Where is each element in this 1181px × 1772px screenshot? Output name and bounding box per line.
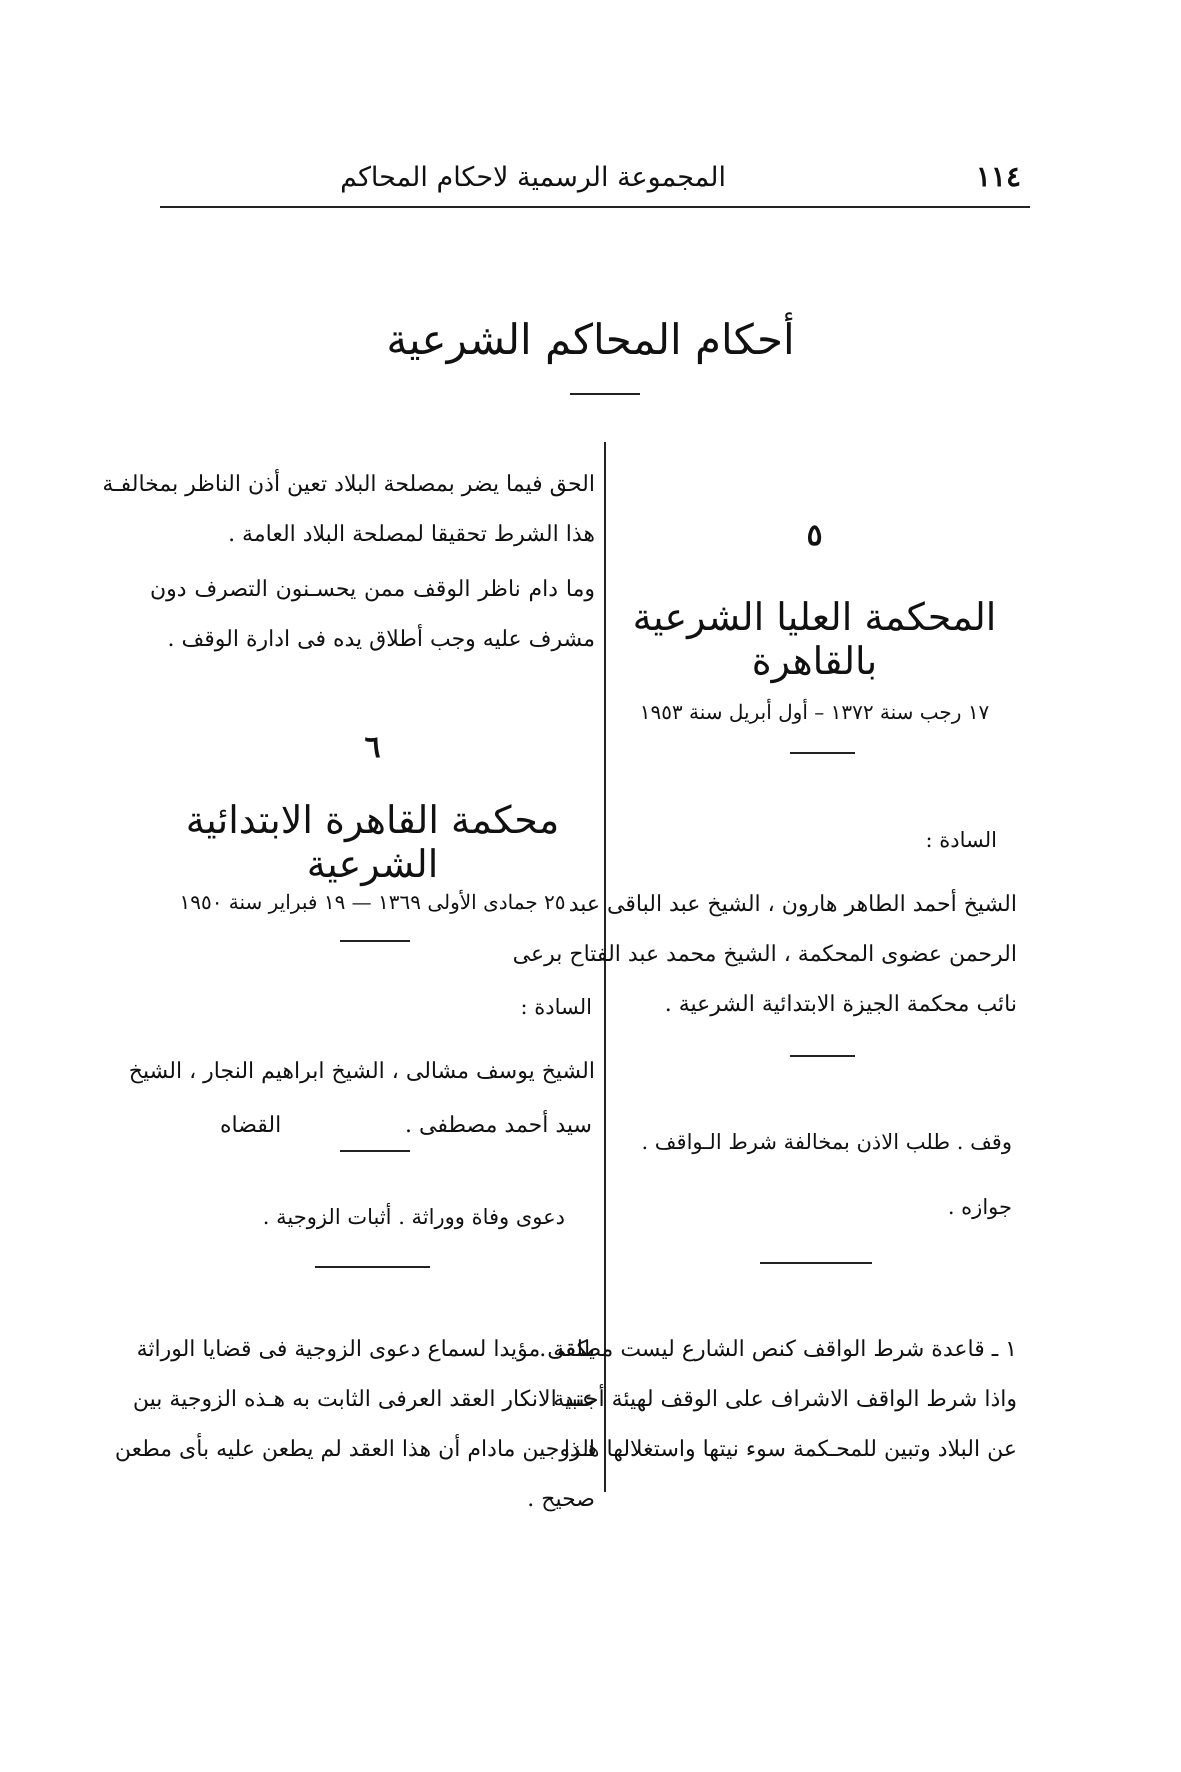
separator-rule bbox=[790, 1055, 855, 1057]
subject-line: دعوى وفاة ووراثة . أثبات الزوجية . bbox=[262, 1205, 565, 1229]
judges-line: نائب محكمة الجيزة الابتدائية الشرعية . bbox=[664, 992, 1017, 1017]
separator-rule bbox=[340, 940, 410, 942]
principle-line: يكفى مؤيدا لسماع دعوى الزوجية فى قضايا الوراثة bbox=[136, 1337, 595, 1362]
principle-line: صحيح . bbox=[527, 1487, 595, 1512]
judges-line: الرحمن عضوى المحكمة ، الشيخ محمد عبد الفتاح برعى bbox=[512, 942, 1017, 967]
principle-paragraph bbox=[114, 1325, 595, 1525]
subject-line: جوازه . bbox=[947, 1195, 1012, 1219]
principle-line: واذا شرط الواقف الاشراف على الوقف لهيئة أجنبية bbox=[553, 1387, 1017, 1412]
case-number: ٥ bbox=[806, 518, 823, 553]
continuation-line: مشرف عليه وجب أطلاق يده فى ادارة الوقف . bbox=[167, 627, 595, 652]
case-number: ٦ bbox=[364, 730, 381, 765]
judges-last-row bbox=[150, 1099, 595, 1153]
judges-paragraph bbox=[128, 1045, 595, 1153]
separator-rule bbox=[315, 1266, 430, 1268]
continuation-paragraph bbox=[102, 460, 595, 560]
court-name: محكمة القاهرة الابتدائية الشرعية bbox=[185, 798, 560, 886]
page-number: ١١٤ bbox=[975, 160, 1021, 193]
judges-line: الشيخ يوسف مشالى ، الشيخ ابراهيم النجار ، الشيخ bbox=[128, 1059, 595, 1084]
principle-paragraph bbox=[539, 1325, 1017, 1475]
principle-line: عن البلاد وتبين للمحـكمة سوء نيتها واستغلالها هـذا bbox=[563, 1437, 1017, 1462]
panel-label: السادة : bbox=[520, 995, 592, 1019]
continuation-line: هذا الشرط تحقيقا لمصلحة البلاد العامة . bbox=[228, 522, 595, 547]
judgment-date: ١٧ رجب سنة ١٣٧٢ – أول أبريل سنة ١٩٥٣ bbox=[639, 700, 990, 724]
panel-label: السادة : bbox=[925, 828, 997, 852]
court-name: المحكمة العليا الشرعية بالقاهرة bbox=[632, 595, 997, 683]
judges-line: الشيخ أحمد الطاهر هارون ، الشيخ عبد الباقى عبد bbox=[568, 892, 1017, 917]
separator-rule bbox=[340, 1150, 410, 1152]
left-column bbox=[102, 0, 595, 1772]
separator-rule bbox=[760, 1262, 872, 1264]
judges-role: القضاه bbox=[220, 1113, 282, 1138]
running-header-title: المجموعة الرسمية لاحكام المحاكم bbox=[340, 162, 726, 193]
judgment-date: ٢٥ جمادى الأولى ١٣٦٩ — ١٩ فبراير سنة ١٩٥٠ bbox=[179, 890, 566, 914]
continuation-line: وما دام ناظر الوقف ممن يحسـنون التصرف دون bbox=[150, 577, 595, 602]
section-title: أحكام المحاكم الشرعية bbox=[386, 315, 795, 364]
principle-line: الزوجين مادام أن هذا العقد لم يطعن عليه بأى مطعن bbox=[114, 1437, 595, 1462]
judges-line: سيد أحمد مصطفى . bbox=[405, 1113, 592, 1138]
subject-line: وقف . طلب الاذن بمخالفة شرط الـواقف . bbox=[641, 1130, 1012, 1154]
principle-line: ١ ـ قاعدة شرط الواقف كنص الشارع ليست مطلقة . bbox=[539, 1337, 1017, 1362]
continuation-line: الحق فيما يضر بمصلحة البلاد تعين أذن الناظر بمخالفـة bbox=[102, 472, 595, 497]
principle-line: عند الانكار العقد العرفى الثابت به هـذه الزوجية بين bbox=[132, 1387, 595, 1412]
continuation-paragraph bbox=[150, 565, 595, 665]
separator-rule bbox=[790, 752, 855, 754]
